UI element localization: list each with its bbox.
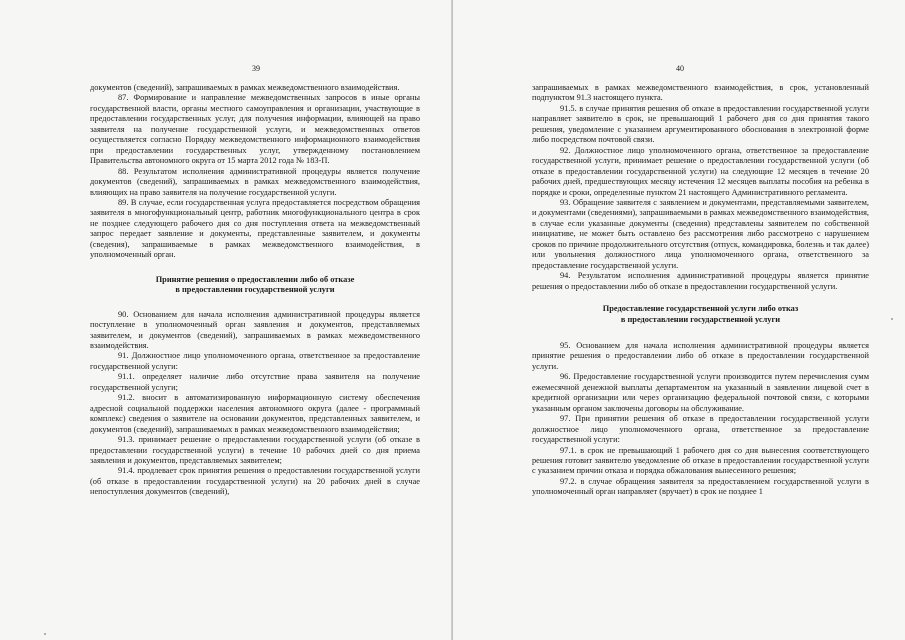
- paragraph-q92: 92. Должностное лицо уполномоченного органа, ответственное за предоставление государственной услуги, принимает решение о предоставлении государственной услуги (об отказе в предоставлении государственной услуги) на следующие 12 месяцев в течение 20 рабочих дней, предшествующих месяцу истечения 12 месяцев выплаты пособия на ребенка в порядке и сроки, определенные пунктом 21 настоящего Административного регламента.: [532, 145, 869, 197]
- paragraph-q94: 94. Результатом исполнения административной процедуры является принятие решения о предоставлении либо об отказе в предоставлении государственной услуги.: [532, 271, 869, 291]
- scan-speck: [44, 633, 46, 635]
- heading-line-2: в предоставлении государственной услуги: [620, 314, 781, 324]
- paragraph-p914: 91.4. продлевает срок принятия решения о предоставлении государственной услуги (об отказе в предоставлении государственной услуги) на 20 рабочих дней в случае непоступления документов (сведений),: [90, 466, 420, 497]
- scan-speck: [891, 318, 893, 320]
- paragraph-q972: 97.2. в случае обращения заявителя за предоставлением государственной услуги в уполномоченный орган направляет (вручает) в срок не позднее 1: [532, 476, 869, 497]
- paragraph-q97: 97. При принятии решения об отказе в предоставлении государственной услуги должностное лицо уполномоченного органа, ответственное за предоставление государственной услуги:: [532, 414, 869, 445]
- section-heading: [532, 304, 869, 325]
- paragraph-p87: 87. Формирование и направление межведомственных запросов в иные органы государственной власти, органы местного самоуправления и организации, участвующие в предоставлении государственных услуг, для получения информации, влияющей на право заявителя на получение государственной услуги, и межведомственных ответов осуществляется согласно Порядку межведомственного информационного взаимодействия при предоставлении государственных услуг, утвержденному постановлением Правительства автономного округа от 15 марта 2012 года № 183-П.: [90, 93, 420, 166]
- section-heading: [90, 275, 420, 296]
- page-number: 39: [252, 64, 260, 73]
- paragraph-group-after: [532, 341, 869, 498]
- paragraph-group-after: [90, 310, 420, 498]
- paragraph-p912: 91.2. вносит в автоматизированную информационную систему обеспечения адресной социальной поддержки населения автономного округа (далее - программный комплекс) сведения о заявителе на основании документов, представленных заявителем, и документов (сведений), запрашиваемых в рамках межведомственного взаимодействия;: [90, 393, 420, 434]
- paragraph-q95: 95. Основанием для начала исполнения административной процедуры является принятие решения о предоставлении либо об отказе в предоставлении государственной услуги.: [532, 340, 869, 371]
- paragraph-p91: 91. Должностное лицо уполномоченного органа, ответственное за предоставление государственной услуги:: [90, 351, 420, 371]
- paragraph-q915: 91.5. в случае принятия решения об отказе в предоставлении государственной услуги направляет заявителю в срок, не превышающий 1 рабочего дня со дня принятия такого решения, уведомление с указанием аргументированного обоснования в электронной форме либо посредством почтовой связи.: [532, 103, 869, 145]
- paragraph-q93: 93. Обращение заявителя с заявлением и документами, представляемыми заявителем, и документами (сведениями), запрашиваемыми в рамках межведомственного взаимодействия, в случае если указанные документы (сведения) представлены заявителем по собственной инициативе, не может быть оставлено без рассмотрения либо рассмотрено с нарушением сроков по причине продолжительного отсутствия (отпуск, командировка, болезнь и так далее) или увольнения должностного лица уполномоченного органа, ответственного за предоставление государственной услуги.: [532, 197, 869, 270]
- paragraph-group-before: [532, 83, 869, 292]
- paragraph-group-before: [90, 83, 420, 261]
- paragraph-p88: 88. Результатом исполнения административной процедуры является получение документов (сведений), запрашиваемых в рамках межведомственного взаимодействия, влияющих на право заявителя на получение государственной услуги.: [90, 166, 420, 197]
- heading-line-1: Принятие решения о предоставлении либо об отказе: [155, 274, 355, 284]
- paragraph-p0: документов (сведений), запрашиваемых в рамках межведомственного взаимодействия.: [90, 83, 400, 92]
- paragraph-p89: 89. В случае, если государственная услуга предоставляется посредством обращения заявителя в многофункциональный центр, работник многофункционального центра в срок не позднее следующего рабочего дня со дня поступления ответа на межведомственный запрос передает заявление и документы, представленные заявителем, и документы (сведения), запрашиваемые в рамках межведомственного взаимодействия, в уполномоченный орган.: [90, 197, 420, 260]
- right-page: [453, 0, 905, 640]
- page-text: [90, 83, 420, 498]
- paragraph-q0: запрашиваемых в рамках межведомственного взаимодействия, в срок, установленный подпунктом 91.3 настоящего пункта.: [532, 83, 869, 103]
- paragraph-p90: 90. Основанием для начала исполнения административной процедуры является поступление в уполномоченный орган заявления и документов, представляемых заявителем, и документов (сведений), запрашиваемых в рамках межведомственного взаимодействия.: [90, 309, 420, 350]
- paragraph-p911: 91.1. определяет наличие либо отсутствие права заявителя на получение государственной услуги;: [90, 372, 420, 392]
- paragraph-p913: 91.3. принимает решение о предоставлении государственной услуги (об отказе в предоставлении государственной услуги) в течение 10 рабочих дней со дня приема заявления и документов, представляемых заявителем;: [90, 435, 420, 465]
- heading-line-1: Предоставление государственной услуги либо отказ: [602, 304, 799, 314]
- page-number: 40: [676, 64, 684, 73]
- paragraph-q971: 97.1. в срок не превышающий 1 рабочего дня со дня вынесения соответствующего решения готовит заявителю уведомление об отказе в предоставлении государственной услуги с указанием причин отказа и порядка обжалования вынесенного решения;: [532, 445, 869, 476]
- paragraph-q96: 96. Предоставление государственной услуги производится путем перечисления сумм ежемесячной денежной выплаты департаментом на указанный в заявлении лицевой счет в кредитной организации или через организацию федеральной почтовой связи, с которыми указанным органом заключены договоры на обслуживание.: [532, 372, 869, 413]
- heading-line-2: в предоставлении государственной услуги: [175, 285, 335, 295]
- page-text: [532, 83, 869, 498]
- left-page: [0, 0, 452, 640]
